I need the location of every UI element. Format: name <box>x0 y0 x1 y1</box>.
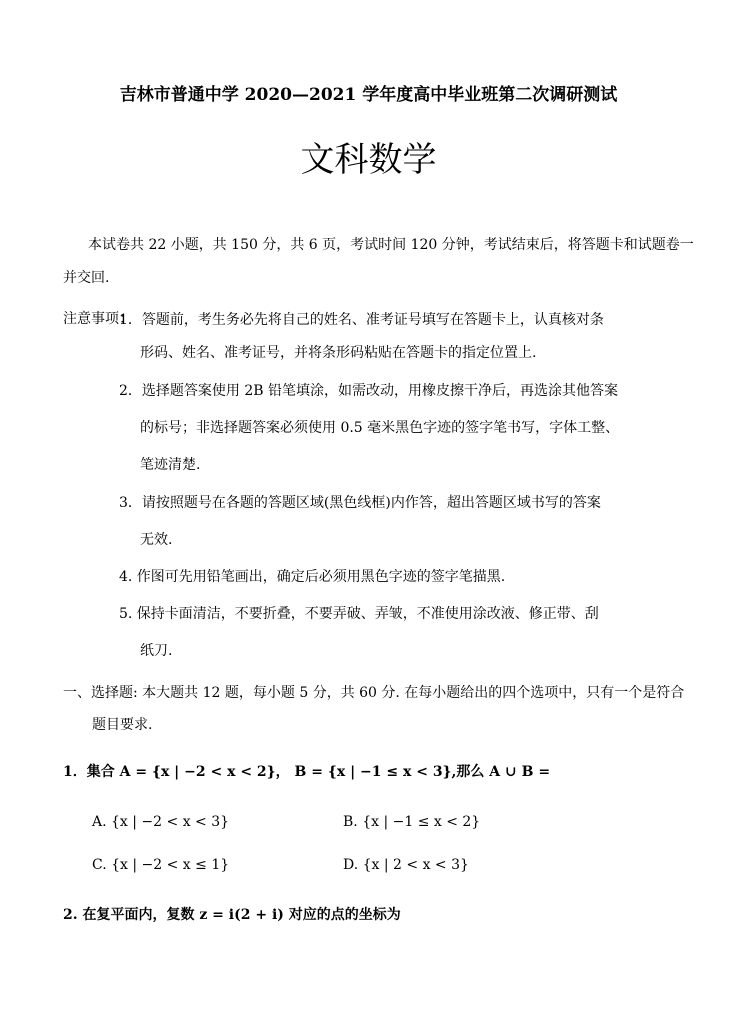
note-3-line-1: 3．请按照题号在各题的答题区域(黑色线框)内作答，超出答题区域书写的答案 <box>119 495 601 511</box>
question-1-option-d: D. {x | 2 < x < 3} <box>343 857 469 873</box>
note-4-line-1: 4. 作图可先用铅笔画出，确定后必须用黑色字迹的签字笔描黑. <box>119 569 506 585</box>
question-2-stem: 2. 在复平面内，复数 z = i(2 + i) 对应的点的坐标为 <box>63 907 401 923</box>
question-1-option-c: C. {x | −2 < x ≤ 1} <box>92 857 230 873</box>
section-1-line-1: 一、选择题: 本大题共 12 题，每小题 5 分，共 60 分. 在每小题给出的四个选项中，只有一个是符合 <box>63 685 685 701</box>
note-2-line-1: 2．选择题答案使用 2B 铅笔填涂，如需改动，用橡皮擦干净后，再选涂其他答案 <box>119 383 619 399</box>
intro-line-2: 并交回. <box>63 270 110 286</box>
note-2-line-2: 的标号；非选择题答案必须使用 0.5 毫米黑色字迹的签字笔书写，字体工整、 <box>140 420 620 436</box>
note-5-line-2: 纸刀. <box>140 643 173 659</box>
note-1-line-1: 1．答题前，考生务必先将自己的姓名、准考证号填写在答题卡上，认真核对条 <box>119 312 604 328</box>
subject-title: 文科数学 <box>300 140 437 180</box>
note-3-line-2: 无效. <box>140 532 173 548</box>
exam-title: 吉林市普通中学 2020—2021 学年度高中毕业班第二次调研测试 <box>119 85 618 105</box>
question-1-option-a: A. {x | −2 < x < 3} <box>92 814 230 830</box>
note-1-line-2: 形码、姓名、准考证号，并将条形码粘贴在答题卡的指定位置上. <box>140 345 537 361</box>
question-1-stem: 1．集合 A = {x | −2 < x < 2}， B = {x | −1 ≤ x < 3},那么 A ∪ B = <box>63 764 551 780</box>
note-2-line-3: 笔迹清楚. <box>140 457 201 473</box>
question-1-option-b: B. {x | −1 ≤ x < 2} <box>343 814 481 830</box>
intro-line-1: 本试卷共 22 小题，共 150 分，共 6 页，考试时间 120 分钟，考试结束后，将答题卡和试题卷一 <box>88 237 694 253</box>
notes-heading: 注意事项： <box>63 311 133 327</box>
note-5-line-1: 5. 保持卡面清洁，不要折叠，不要弄破、弄皱，不准使用涂改液、修正带、刮 <box>119 606 599 622</box>
section-1-line-2: 题目要求. <box>92 717 153 733</box>
